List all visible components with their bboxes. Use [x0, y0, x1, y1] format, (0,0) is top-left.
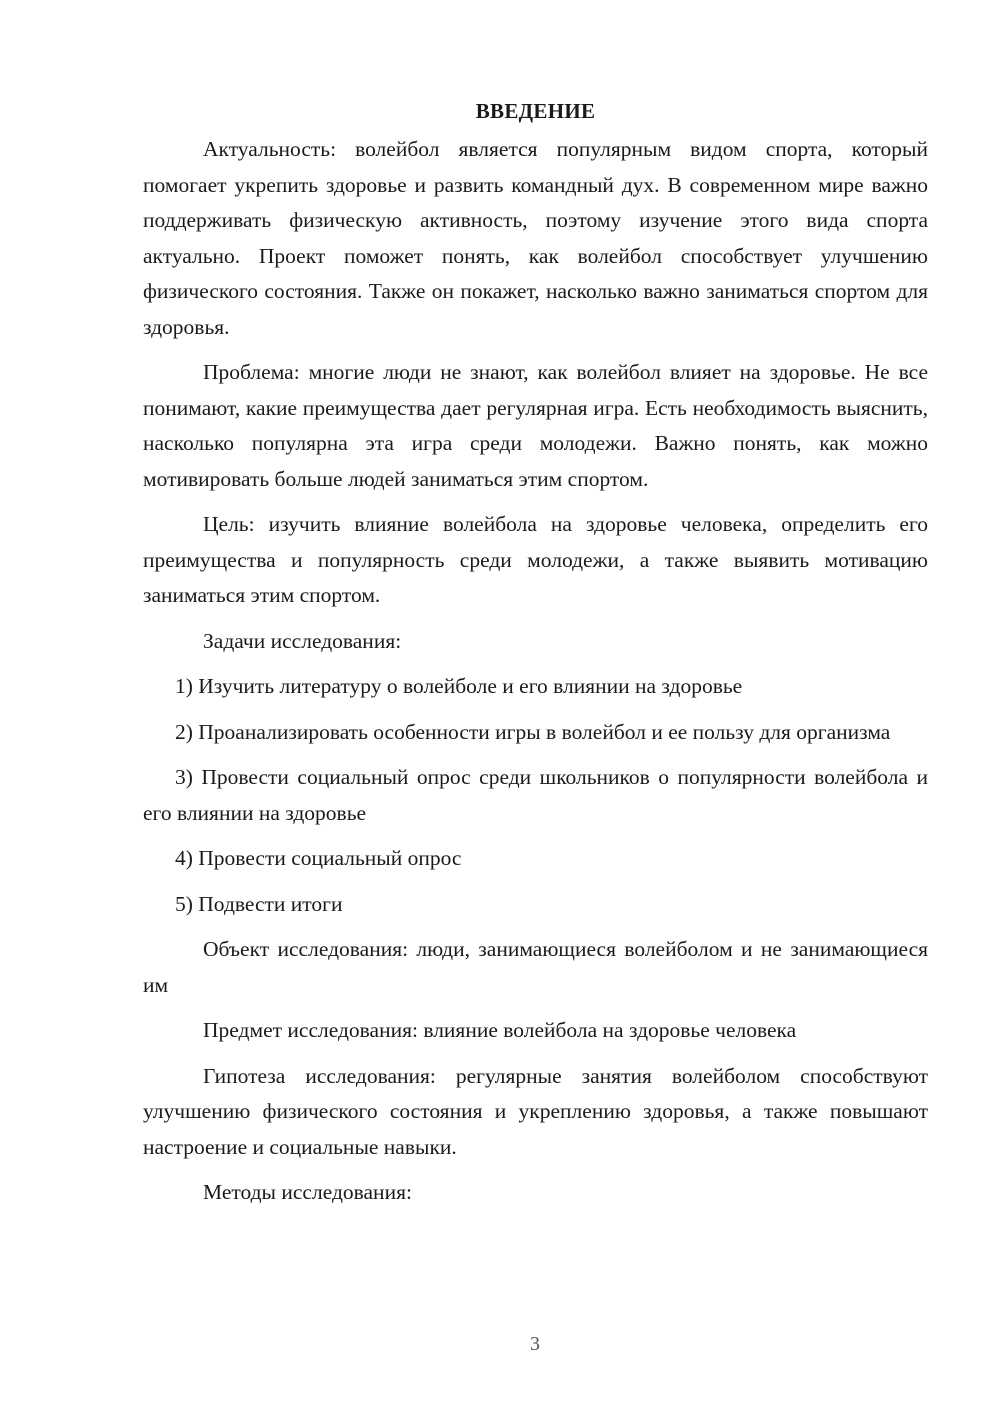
problem-paragraph: Проблема: многие люди не знают, как волейбол влияет на здоровье. Не все понимают, какие преимущества дает регулярная игра. Есть необходимость выяснить, насколько популярна эта игра среди молодежи. Важно понять, как можно мотивировать больше людей заниматься этим спортом.	[143, 360, 928, 491]
subject-paragraph: Предмет исследования: влияние волейбола на здоровье человека	[203, 1018, 797, 1042]
goal-paragraph: Цель: изучить влияние волейбола на здоровье человека, определить его преимущества и популярность среди молодежи, а также выявить мотивацию заниматься этим спортом.	[143, 512, 928, 607]
tasks-intro: Задачи исследования:	[203, 628, 402, 653]
object-paragraph: Объект исследования: люди, занимающиеся волейболом и не занимающиеся им	[143, 937, 928, 997]
task-item-3: 3) Провести социальный опрос среди школьников о популярности волейбола и его влиянии на здоровье	[143, 765, 928, 825]
page-number: 3	[530, 1333, 540, 1355]
task-item-1: 1) Изучить литературу о волейболе и его влиянии на здоровье	[175, 674, 743, 698]
methods-paragraph: Методы исследования:	[203, 1180, 412, 1204]
page-title: ВВЕДЕНИЕ	[475, 99, 596, 123]
task-item-4: 4) Провести социальный опрос	[175, 846, 462, 870]
task-item-5: 5) Подвести итоги	[175, 891, 343, 916]
document-page	[143, 93, 928, 1221]
task-item-2: 2) Проанализировать особенности игры в волейбол и ее пользу для организма	[175, 719, 891, 744]
relevance-paragraph: Актуальность: волейбол является популярным видом спорта, который помогает укрепить здоровье и развить командный дух. В современном мире важно поддерживать физическую активность, поэтому изучение этого вида спорта актуально. Проект поможет понять, как волейбол способствует улучшению физического состояния. Также он покажет, насколько важно заниматься спортом для здоровья.	[143, 137, 928, 339]
hypothesis-paragraph: Гипотеза исследования: регулярные занятия волейболом способствуют улучшению физического состояния и укреплению здоровья, а также повышают настроение и социальные навыки.	[143, 1063, 928, 1159]
